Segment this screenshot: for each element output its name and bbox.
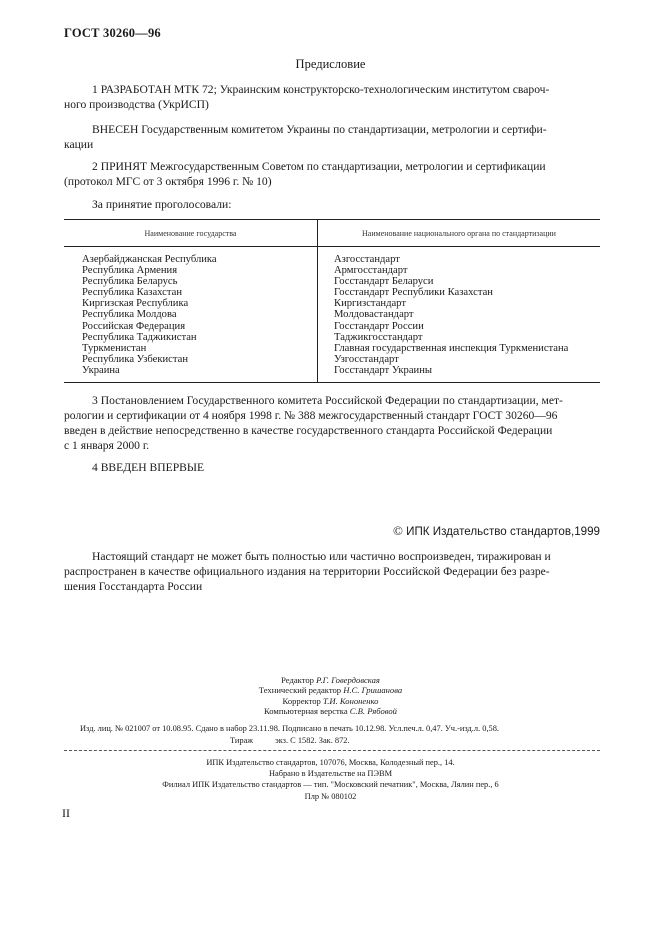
copyright-text: ИПК Издательство стандартов,1999 — [406, 525, 600, 538]
table-cell-state: Республика Узбекистан — [82, 353, 189, 365]
table-divider-header — [64, 246, 600, 247]
table-cell-body: Азгосстандарт — [334, 254, 400, 265]
paragraph-adopted-line-2: (протокол МГС от 3 октября 1996 г. № 10) — [64, 175, 272, 188]
paragraph-adopted-line-1: 2 ПРИНЯТ Межгосударственным Советом по стандартизации, метрологии и сертификации — [92, 160, 546, 173]
table-cell-body: Узгосстандарт — [334, 353, 399, 365]
paragraph-notice-line-1: Настоящий стандарт не может быть полностью или частично воспроизведен, тиражирован и — [92, 550, 551, 563]
table-cell-body: Армгосстандарт — [334, 265, 408, 277]
credit-tech-label: Технический редактор — [258, 685, 342, 696]
table-cell-state: Республика Беларусь — [82, 276, 178, 288]
table-cell-body: Госстандарт Республики Казахстан — [334, 287, 493, 299]
table-cell-state: Республика Армения — [82, 265, 178, 277]
paragraph-introduced-text: 4 ВВЕДЕН ВПЕРВЫЕ — [92, 461, 205, 474]
table-header-state: Наименование государства — [144, 229, 237, 238]
table-cell-body: Госстандарт Беларуси — [334, 276, 434, 288]
footer-line-2: Набрано в Издательстве на ПЭВМ — [268, 769, 393, 779]
table-divider-vertical — [317, 220, 318, 382]
credit-layout-label: Компьютерная верстка — [264, 706, 348, 717]
credits-block — [0, 675, 661, 717]
publishing-circulation — [230, 736, 350, 745]
table-cell-state: Республика Таджикистан — [82, 331, 197, 343]
credit-editor-label: Редактор — [281, 675, 314, 685]
footer-line-4: Плр № 080102 — [304, 791, 357, 801]
table-column-bodies — [334, 254, 568, 376]
paragraph-developed — [64, 82, 600, 112]
table-cell-body: Молдовастандарт — [334, 309, 414, 321]
circulation-details: экз. С 1582. Зак. 872. — [275, 736, 350, 745]
copyright-icon: © — [392, 523, 403, 538]
paragraph-decree-line-4: с 1 января 2000 г. — [64, 439, 150, 452]
paragraph-submitted-line-1: ВНЕСЕН Государственным комитетом Украины по стандартизации, метрологии и сертифи- — [92, 123, 547, 136]
table-cell-body: Госстандарт Украины — [334, 364, 432, 376]
publishing-details: Изд. лиц. № 021007 от 10.08.95. Сдано в набор 23.11.98. Подписано в печать 10.12.98. Усл.печ.л. 0,47. Уч.-изд.л. 0,58. — [80, 724, 500, 733]
table-header-body: Наименование национального органа по стандартизации — [362, 229, 556, 238]
credit-tech-name: Н.С. Гришанова — [343, 685, 403, 696]
credit-layout-name: С.В. Рябовой — [349, 706, 397, 717]
credit-corrector-label: Корректор — [282, 695, 321, 706]
table-cell-body: Таджикгосстандарт — [334, 331, 423, 343]
table-cell-state: Киргизская Республика — [82, 298, 189, 310]
paragraph-adopted — [64, 159, 600, 189]
copyright-line — [380, 523, 600, 539]
paragraph-voted-text: За принятие проголосовали: — [92, 198, 232, 211]
paragraph-developed-line-1: 1 РАЗРАБОТАН МТК 72; Украинским конструкторско-технологическим институтом свароч- — [92, 83, 550, 96]
table-cell-state: Республика Казахстан — [82, 287, 183, 299]
table-cell-state: Республика Молдова — [82, 309, 177, 321]
table-cell-state: Украина — [82, 364, 120, 376]
paragraph-voted — [64, 197, 600, 212]
document-code-header: ГОСТ 30260—96 — [64, 26, 161, 40]
page-number: II — [62, 806, 70, 820]
paragraph-decree — [64, 393, 600, 453]
paragraph-introduced — [64, 460, 600, 475]
table-cell-state: Азербайджанская Республика — [82, 254, 217, 265]
paragraph-developed-line-2: ного производства (УкрИСП) — [64, 98, 209, 111]
paragraph-notice-line-3: шения Госстандарта России — [64, 580, 203, 593]
publisher-footer — [0, 757, 661, 802]
footer-line-1: ИПК Издательство стандартов, 107076, Москва, Колодезный пер., 14. — [206, 758, 455, 767]
paragraph-notice — [64, 549, 600, 594]
paragraph-decree-line-2: рологии и сертификации от 4 ноября 1998 г. № 388 межгосударственный стандарт ГОСТ 30260—96 — [64, 409, 558, 422]
footer-line-3: Филиал ИПК Издательство стандартов — тип. "Московский печатник", Москва, Лялин пер., 6 — [162, 780, 499, 790]
paragraph-submitted — [64, 122, 600, 152]
table-cell-body: Киргизстандарт — [334, 298, 406, 310]
table-column-states — [82, 254, 217, 376]
circulation-label: Тираж — [230, 736, 254, 745]
table-cell-body: Главная государственная инспекция Туркменистана — [334, 342, 569, 354]
paragraph-decree-line-1: 3 Постановлением Государственного комитета Российской Федерации по стандартизации, мет- — [92, 394, 563, 407]
footer-divider — [64, 750, 600, 751]
page-title: Предисловие — [295, 57, 366, 71]
voting-table — [64, 219, 600, 383]
paragraph-decree-line-3: введен в действие непосредственно в качестве государственного стандарта Российской Федерации — [64, 424, 553, 437]
table-cell-state: Туркменистан — [82, 342, 147, 354]
paragraph-submitted-line-2: кации — [64, 138, 94, 151]
table-cell-body: Госстандарт России — [334, 320, 424, 332]
credit-editor-name: Р.Г. Говердовская — [316, 675, 380, 685]
paragraph-notice-line-2: распространен в качестве официального издания на территории Российской Федерации без разре- — [64, 565, 550, 578]
credit-corrector-name: Т.И. Кононенко — [323, 695, 379, 706]
table-cell-state: Российская Федерация — [82, 320, 186, 332]
